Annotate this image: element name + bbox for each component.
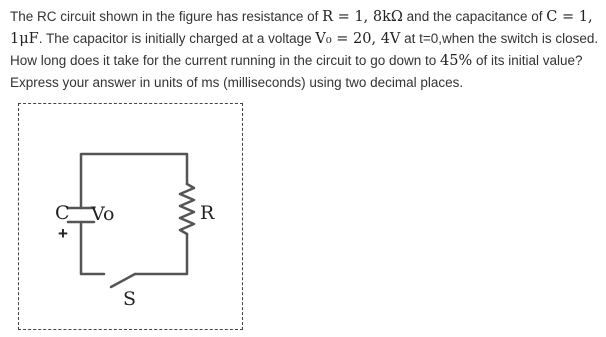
resistance-equation: R = 1, 8kΩ bbox=[322, 9, 403, 25]
question-part-2: and the capacitance of bbox=[402, 9, 547, 24]
switch-blade bbox=[111, 274, 135, 287]
question-part-4: at t=0,when the switch is closed. How long does it take for the current running in the circuit to go down to bbox=[10, 31, 599, 68]
percentage-value: 45% bbox=[440, 53, 473, 69]
capacitance-equation: C = 1, 1μF bbox=[10, 9, 593, 47]
question-part-5: of its initial value? Express your answer in units of ms (milliseconds) using two decimal places. bbox=[10, 53, 583, 90]
capacitor-label: C bbox=[55, 202, 70, 224]
switch-label: S bbox=[123, 288, 137, 310]
circuit-figure bbox=[18, 103, 243, 330]
resistor-symbol bbox=[180, 184, 194, 234]
resistor-label: R bbox=[200, 202, 215, 224]
wire-left-bottom bbox=[81, 222, 104, 274]
plus-sign: + bbox=[58, 224, 68, 243]
voltage-label: Vo bbox=[91, 203, 115, 225]
question-part-3: . The capacitor is initially charged at a voltage bbox=[38, 31, 316, 46]
question-text bbox=[10, 6, 602, 93]
question-part-1: The RC circuit shown in the figure has resistance of bbox=[10, 9, 323, 24]
wire-left-top bbox=[81, 154, 187, 208]
voltage-equation: V₀ = 20, 4V bbox=[315, 31, 401, 47]
wire-right-bottom bbox=[135, 234, 187, 274]
